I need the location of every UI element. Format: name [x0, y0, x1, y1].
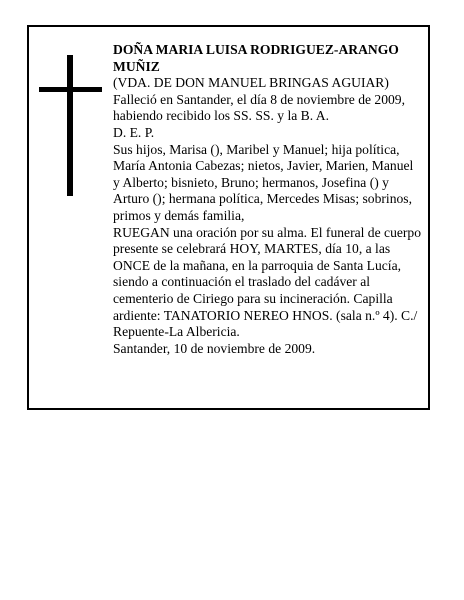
cross-icon: [39, 55, 102, 196]
obituary-notice: [27, 25, 430, 410]
date-line: Santander, 10 de noviembre de 2009.: [113, 340, 316, 356]
widow-line: (VDA. DE DON MANUEL BRINGAS AGUIAR): [113, 75, 389, 91]
death-statement: Falleció en Santander, el día 8 de noviembre de 2009, habiendo recibido los SS. SS. y la B. A.: [113, 91, 406, 124]
cross-horizontal-bar: [39, 87, 102, 92]
rip-line: D. E. P.: [113, 124, 155, 140]
notice-text: [113, 42, 423, 357]
deceased-name: DOÑA MARIA LUISA RODRIGUEZ-ARANGO MUÑIZ: [113, 42, 399, 74]
cross-vertical-bar: [67, 55, 73, 196]
funeral-details: RUEGAN una oración por su alma. El funeral de cuerpo presente se celebrará HOY, MARTES, día 10, a las ONCE de la mañana, en la parroquia de Santa Lucía, siendo a continuación el traslado del cadáver al cementerio de Ciriego para su incineración. Capilla ardiente: TANATORIO NEREO HNOS. (sala n.º 4). C./ Repuente-La Albericia.: [113, 224, 422, 340]
family-list: Sus hijos, Marisa (), Maribel y Manuel; hija política, María Antonia Cabezas; nietos, Javier, Marien, Manuel y Alberto; bisnieto, Bruno; hermanos, Josefina () y Arturo (); hermana política, Mercedes Misas; sobrinos, primos y demás familia,: [113, 141, 414, 223]
